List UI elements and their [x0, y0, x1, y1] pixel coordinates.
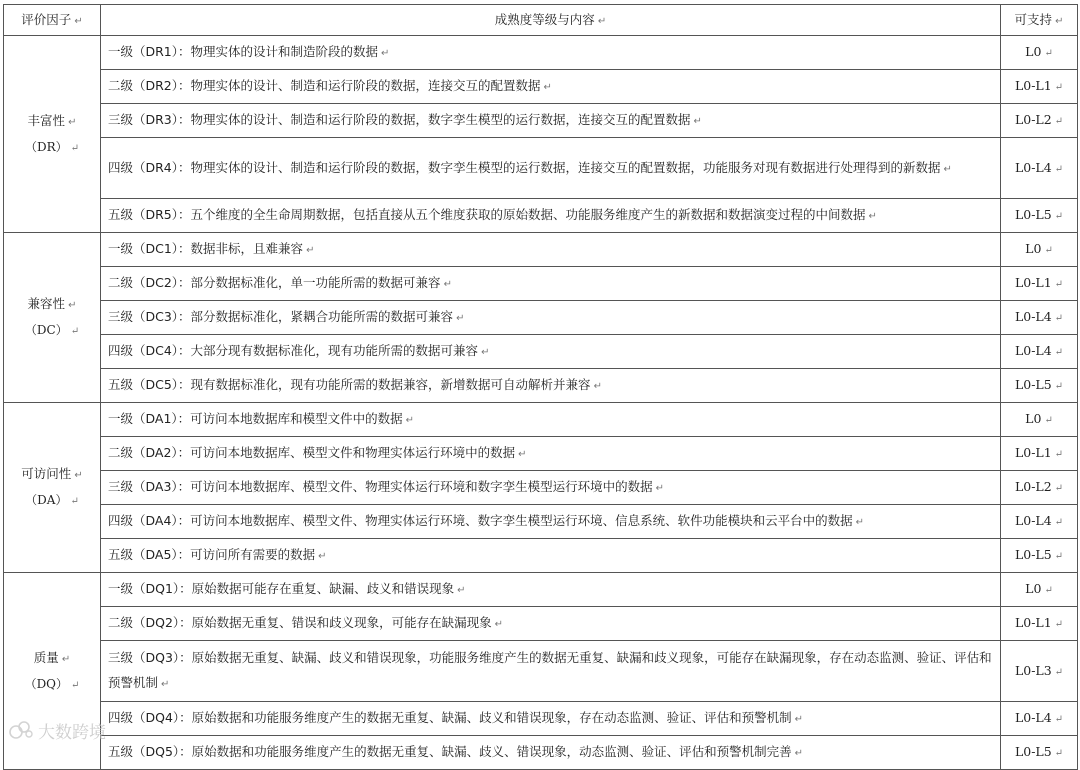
support-level-cell: L0-L5 ↵: [1001, 369, 1078, 403]
table-row: [4, 369, 1078, 403]
support-level-cell: L0-L1 ↵: [1001, 437, 1078, 471]
factor-cell: [4, 36, 101, 233]
table-row: [4, 301, 1078, 335]
level-content-cell: 五级（DA5）：可访问所有需要的数据 ↵: [101, 539, 1001, 573]
level-content-cell: 二级（DC2）：部分数据标准化，单一功能所需的数据可兼容 ↵: [101, 267, 1001, 301]
level-content-cell: 二级（DA2）：可访问本地数据库、模型文件和物理实体运行环境中的数据 ↵: [101, 437, 1001, 471]
table-row: [4, 267, 1078, 301]
watermark: [8, 714, 168, 746]
table-row: [4, 403, 1078, 437]
brand-logo-icon: [8, 719, 34, 741]
support-level-cell: L0-L1 ↵: [1001, 267, 1078, 301]
support-level-cell: L0 ↵: [1001, 403, 1078, 437]
factor-code: （DC） ↵: [24, 323, 80, 337]
table-row: [4, 36, 1078, 70]
table-row: [4, 607, 1078, 641]
level-content-cell: 二级（DR2）：物理实体的设计、制造和运行阶段的数据，连接交互的配置数据 ↵: [101, 70, 1001, 104]
level-content-cell: 五级（DR5）：五个维度的全生命周期数据，包括直接从五个维度获取的原始数据、功能服务维度产生的新数据和数据演变过程的中间数据 ↵: [101, 199, 1001, 233]
support-level-cell: L0-L4 ↵: [1001, 335, 1078, 369]
support-level-cell: L0-L2 ↵: [1001, 471, 1078, 505]
support-level-cell: L0-L1 ↵: [1001, 70, 1078, 104]
factor-code: （DQ） ↵: [24, 676, 80, 691]
header-factor: 评价因子 ↵: [4, 5, 101, 36]
header-support: 可支持 ↵: [1001, 5, 1078, 36]
level-content-cell: 五级（DQ5）：原始数据和功能服务维度产生的数据无重复、缺漏、歧义、错误现象，动态监测、验证、评估和预警机制完善 ↵: [101, 736, 1001, 770]
level-content-cell: 五级（DC5）：现有数据标准化，现有功能所需的数据兼容，新增数据可自动解析并兼容 ↵: [101, 369, 1001, 403]
table-row: [4, 104, 1078, 138]
support-level-cell: L0-L1 ↵: [1001, 607, 1078, 641]
level-content-cell: 三级（DA3）：可访问本地数据库、模型文件、物理实体运行环境和数字孪生模型运行环境中的数据 ↵: [101, 471, 1001, 505]
support-level-cell: L0 ↵: [1001, 36, 1078, 70]
support-level-cell: L0-L2 ↵: [1001, 104, 1078, 138]
level-content-cell: 一级（DR1）：物理实体的设计和制造阶段的数据 ↵: [101, 36, 1001, 70]
support-level-cell: L0-L4 ↵: [1001, 138, 1078, 199]
level-content-cell: 三级（DR3）：物理实体的设计、制造和运行阶段的数据，数字孪生模型的运行数据，连接交互的配置数据 ↵: [101, 104, 1001, 138]
factor-name: 兼容性 ↵: [27, 296, 77, 311]
table-row: [4, 641, 1078, 702]
table-row: [4, 573, 1078, 607]
table-row: [4, 471, 1078, 505]
table-row: [4, 70, 1078, 104]
support-level-cell: L0-L4 ↵: [1001, 301, 1078, 335]
level-content-cell: 四级（DA4）：可访问本地数据库、模型文件、物理实体运行环境、数字孪生模型运行环境、信息系统、软件功能模块和云平台中的数据 ↵: [101, 505, 1001, 539]
watermark-text: 大数跨境: [38, 722, 106, 743]
table-row: [4, 199, 1078, 233]
table-row: [4, 233, 1078, 267]
support-level-cell: L0-L5 ↵: [1001, 199, 1078, 233]
support-level-cell: L0 ↵: [1001, 573, 1078, 607]
header-row: [4, 5, 1078, 36]
factor-cell: [4, 403, 101, 573]
level-content-cell: 四级（DC4）：大部分现有数据标准化，现有功能所需的数据可兼容 ↵: [101, 335, 1001, 369]
factor-cell: [4, 233, 101, 403]
factor-name: 质量 ↵: [33, 649, 71, 665]
table-row: [4, 335, 1078, 369]
level-content-cell: 四级（DQ4）：原始数据和功能服务维度产生的数据无重复、缺漏、歧义和错误现象，存在动态监测、验证、评估和预警机制 ↵: [101, 702, 1001, 736]
table-row: [4, 505, 1078, 539]
level-content-cell: 三级（DC3）：部分数据标准化，紧耦合功能所需的数据可兼容 ↵: [101, 301, 1001, 335]
level-content-cell: 四级（DR4）：物理实体的设计、制造和运行阶段的数据，数字孪生模型的运行数据，连接交互的配置数据，功能服务对现有数据进行处理得到的新数据 ↵: [101, 138, 1001, 199]
table-row: [4, 539, 1078, 573]
factor-code: （DA） ↵: [25, 493, 79, 507]
level-content-cell: 三级（DQ3）：原始数据无重复、缺漏、歧义和错误现象，功能服务维度产生的数据无重复、缺漏和歧义现象，可能存在缺漏现象，存在动态监测、验证、评估和预警机制 ↵: [101, 641, 1001, 702]
factor-name: 丰富性 ↵: [27, 112, 77, 128]
support-level-cell: L0-L5 ↵: [1001, 736, 1078, 770]
header-content: 成熟度等级与内容 ↵: [101, 5, 1001, 36]
level-content-cell: 二级（DQ2）：原始数据无重复、错误和歧义现象，可能存在缺漏现象 ↵: [101, 607, 1001, 641]
table-row: [4, 437, 1078, 471]
maturity-table: [3, 4, 1078, 770]
level-content-cell: 一级（DC1）：数据非标，且难兼容 ↵: [101, 233, 1001, 267]
level-content-cell: 一级（DA1）：可访问本地数据库和模型文件中的数据 ↵: [101, 403, 1001, 437]
support-level-cell: L0-L5 ↵: [1001, 539, 1078, 573]
level-content-cell: 一级（DQ1）：原始数据可能存在重复、缺漏、歧义和错误现象 ↵: [101, 573, 1001, 607]
factor-code: （DR） ↵: [24, 139, 80, 154]
support-level-cell: L0-L3 ↵: [1001, 641, 1078, 702]
factor-name: 可访问性 ↵: [21, 466, 83, 481]
support-level-cell: L0 ↵: [1001, 233, 1078, 267]
table-body: [4, 36, 1078, 770]
table-row: [4, 138, 1078, 199]
support-level-cell: L0-L4 ↵: [1001, 702, 1078, 736]
support-level-cell: L0-L4 ↵: [1001, 505, 1078, 539]
